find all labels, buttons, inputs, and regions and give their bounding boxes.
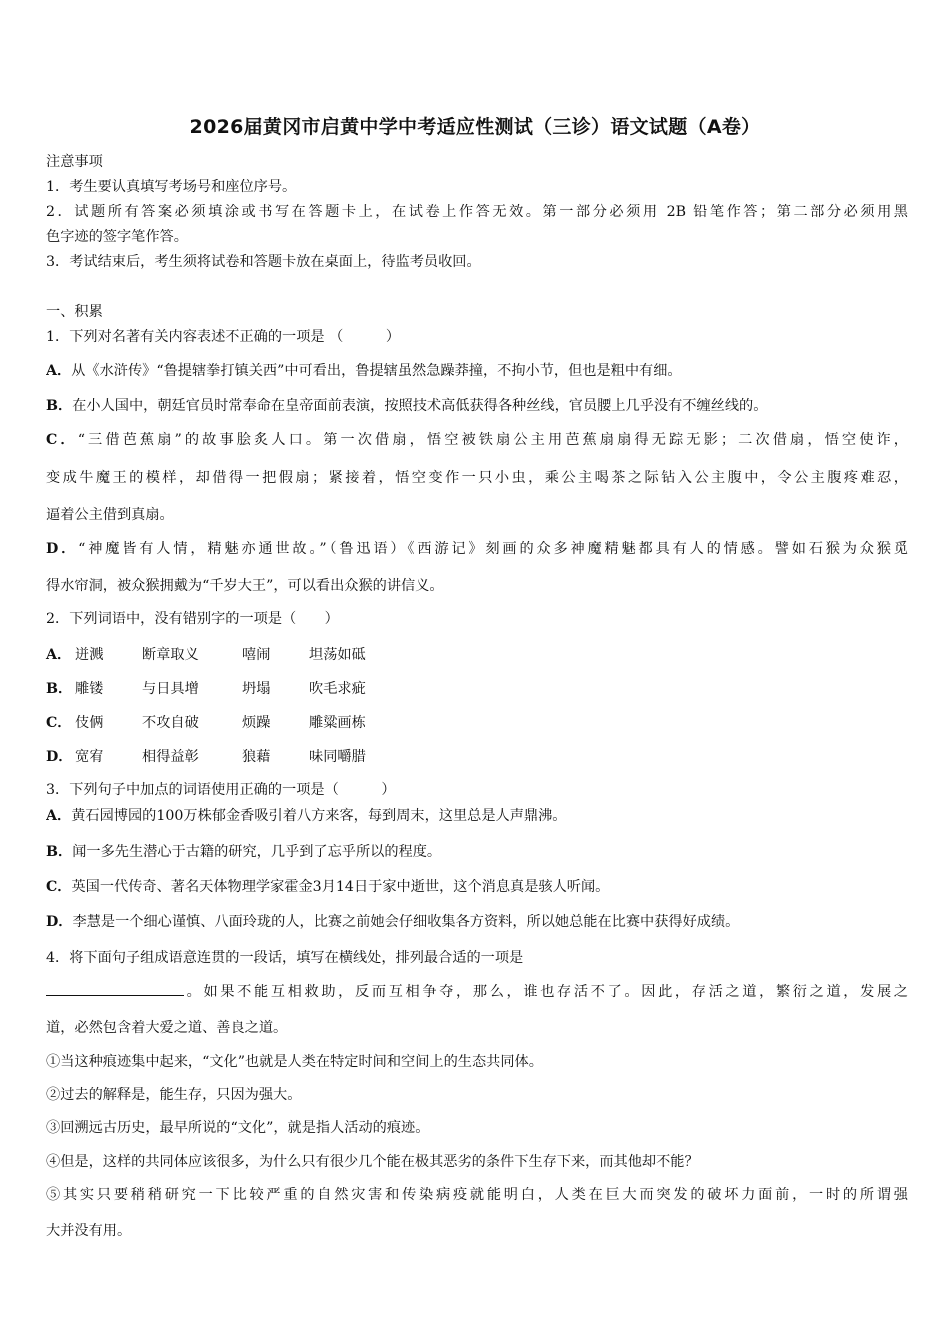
option-text: 在小人国中，朝廷官员时常奉命在皇帝面前表演，按照技术高低获得各种丝线，官员腰上几乎没有不缠丝线的。 xyxy=(72,398,768,414)
option-label: B． xyxy=(46,844,73,860)
question-3-option-b xyxy=(46,842,908,862)
option-text: 闻一多先生潜心于古籍的研究，几乎到了忘乎所以的程度。 xyxy=(72,844,442,860)
word-4: 吹毛求疵 xyxy=(309,681,366,697)
question-1-option-c xyxy=(46,430,908,450)
question-1-option-c-cont: 变成牛魔王的模样，却借得一把假扇；紧接着，悟空变作一只小虫，乘公主喝茶之际钻入公主腹中，令公主腹疼难忍， xyxy=(46,470,908,486)
sentence-2: ②过去的解释是，能生存，只因为强大。 xyxy=(46,1087,302,1103)
question-3-option-c xyxy=(46,877,908,897)
option-label: C． xyxy=(46,432,78,448)
option-text: “神魔皆有人情，精魅亦通世故。”（鲁迅语）《西游记》刻画的众多神魔精魅都具有人的情感。譬如石猴为众猴觅 xyxy=(78,541,908,557)
option-label: D． xyxy=(46,541,79,557)
word-2: 不攻自破 xyxy=(142,715,199,731)
word-4: 味同嚼腊 xyxy=(309,749,366,765)
sentence-5-cont: 大并没有用。 xyxy=(46,1223,132,1239)
question-4-stem: 4．将下面句子组成语意连贯的一段话，填写在横线处，排列最合适的一项是 xyxy=(46,950,524,966)
option-text: 从《水浒传》“鲁提辖拳打镇关西”中可看出，鲁提辖虽然急躁莽撞，不拘小节，但也是粗中有细。 xyxy=(71,363,682,379)
option-label: B． xyxy=(46,681,73,697)
notice-item-2-cont: 色字迹的签字笔作答。 xyxy=(46,229,188,245)
notice-heading: 注意事项 xyxy=(46,154,103,170)
question-1-option-d-cont: 得水帘洞，被众猴拥戴为“千岁大王”，可以看出众猴的讲信义。 xyxy=(46,578,444,594)
option-label: A． xyxy=(46,647,72,663)
word-1: 宽宥 xyxy=(75,749,104,765)
word-3: 嘻闹 xyxy=(242,647,271,663)
word-1: 迸溅 xyxy=(75,647,104,663)
word-2: 与日具增 xyxy=(142,681,199,697)
notice-item-1: 1．考生要认真填写考场号和座位序号。 xyxy=(46,179,297,195)
question-2-stem: 2．下列词语中，没有错别字的一项是（ ） xyxy=(46,611,339,627)
word-4: 坦荡如砥 xyxy=(309,647,366,663)
option-text: 李慧是一个细心谨慎、八面玲珑的人，比赛之前她会仔细收集各方资料，所以她总能在比赛中获得好成绩。 xyxy=(72,914,740,930)
question-3-stem: 3．下列句子中加点的词语使用正确的一项是（ ） xyxy=(46,782,396,798)
word-1: 雕镂 xyxy=(75,681,104,697)
question-1-option-b xyxy=(46,396,908,416)
question-4-passage xyxy=(46,982,908,1002)
question-4-passage-cont: 道，必然包含着大爱之道、善良之道。 xyxy=(46,1020,288,1036)
option-label: D． xyxy=(46,914,73,930)
question-1-option-a xyxy=(46,361,908,381)
sentence-3: ③回溯远古历史，最早所说的“文化”，就是指人活动的痕迹。 xyxy=(46,1120,430,1136)
sentence-4: ④但是，这样的共同体应该很多，为什么只有很少几个能在极其恶劣的条件下生存下来，而其他却不能？ xyxy=(46,1154,699,1170)
option-label: A． xyxy=(46,808,72,824)
option-text: 英国一代传奇、著名天体物理学家霍金3月14日于家中逝世，这个消息真是骇人听闻。 xyxy=(71,879,610,895)
section-heading: 一、积累 xyxy=(46,304,103,320)
word-3: 烦躁 xyxy=(242,715,271,731)
question-1-option-c-end: 逼着公主借到真扇。 xyxy=(46,507,174,523)
word-2: 断章取义 xyxy=(142,647,199,663)
word-2: 相得益彰 xyxy=(142,749,199,765)
option-label: D． xyxy=(46,749,73,765)
question-1-option-d xyxy=(46,539,908,559)
sentence-1: ①当这种痕迹集中起来，“文化”也就是人类在特定时间和空间上的生态共同体。 xyxy=(46,1054,543,1070)
option-label: C． xyxy=(46,879,72,895)
option-label: B． xyxy=(46,398,73,414)
sentence-5: ⑤其实只要稍稍研究一下比较严重的自然灾害和传染病疫就能明白，人类在巨大而突发的破坏力面前，一时的所谓强 xyxy=(46,1187,908,1203)
option-label: C． xyxy=(46,715,72,731)
passage-text: 。如果不能互相救助，反而互相争夺，那么，谁也存活不了。因此，存活之道，繁衍之道，发展之 xyxy=(184,984,908,1000)
question-3-option-a xyxy=(46,806,908,826)
word-1: 伎俩 xyxy=(75,715,104,731)
notice-item-2: 2．试题所有答案必须填涂或书写在答题卡上，在试卷上作答无效。第一部分必须用 2B 铅笔作答；第二部分必须用黑 xyxy=(46,204,908,220)
option-text: “三借芭蕉扇”的故事脍炙人口。第一次借扇，悟空被铁扇公主用芭蕉扇扇得无踪无影；二次借扇，悟空使诈， xyxy=(77,432,908,448)
question-1-stem: 1．下列对名著有关内容表述不正确的一项是 （ ） xyxy=(46,329,401,345)
word-4: 雕粱画栋 xyxy=(309,715,366,731)
word-3: 坍塌 xyxy=(242,681,271,697)
notice-item-3: 3．考试结束后，考生须将试卷和答题卡放在桌面上，待监考员收回。 xyxy=(46,254,481,270)
option-text: 黄石园博园的100万株郁金香吸引着八方来客，每到周末，这里总是人声鼎沸。 xyxy=(71,808,567,824)
answer-blank[interactable] xyxy=(46,982,184,996)
option-label: A． xyxy=(46,363,72,379)
exam-title: 2026届黄冈市启黄中学中考适应性测试（三诊）语文试题（A卷） xyxy=(189,116,761,138)
word-3: 狼藉 xyxy=(242,749,271,765)
question-3-option-d xyxy=(46,912,908,932)
